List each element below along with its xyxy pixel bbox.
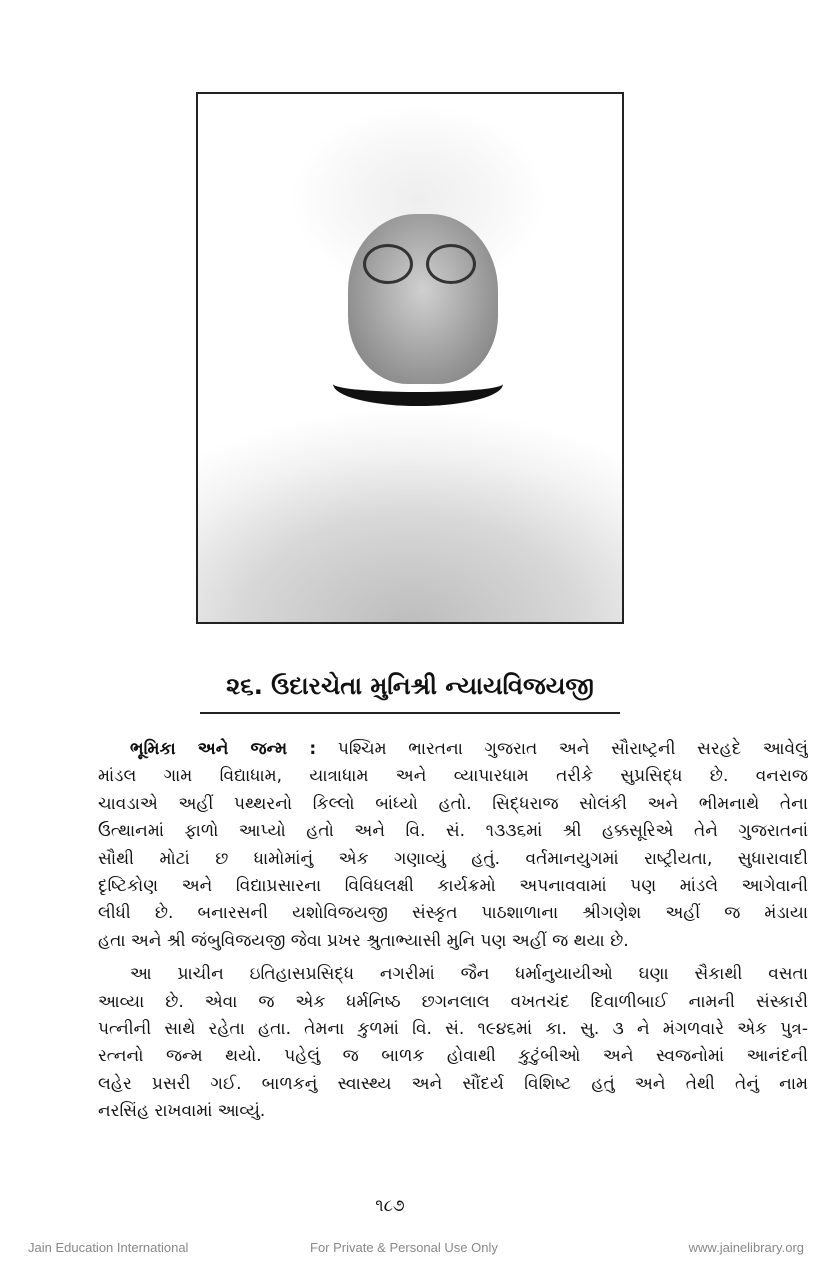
text-line: આવ્યા છે. એવા જ એક ધર્મનિષ્ઠ છગનલાલ વખતચંદ દિવાળીબાઈ નામની સંસ્કારી [98, 991, 808, 1012]
photo-collar [333, 362, 503, 406]
body-text [98, 736, 808, 1126]
portrait-photo [196, 92, 624, 624]
text-line: સૌથી મોટાં છ ધામોમાંનું એક ગણાવ્યું હતું. વર્તમાનયુગમાં રાષ્ટ્રીયતા, સુધારાવાદી [98, 848, 808, 869]
text-line: ચાવડાએ અહીં પથ્થરનો કિલ્લો બાંધ્યો હતો. સિદ્ધરાજ સોલંકી અને ભીમનાથે તેના [98, 793, 808, 814]
text-line: દૃષ્ટિકોણ અને વિદ્યાપ્રસારના વિવિધલક્ષી કાર્યક્રમો અપનાવવામાં પણ માંડલે આગેવાની [98, 876, 808, 897]
text-line: ઉત્થાનમાં ફાળો આપ્યો હતો અને વિ. સં. ૧૩૩૬માં શ્રી હક્કસૂરિએ તેને ગુજરાતનાં [98, 821, 808, 842]
text-line: આ પ્રાચીન ઇતિહાસપ્રસિદ્ધ નગરીમાં જૈન ધર્માનુયાયીઓ ઘણા સૈકાથી વસતા [130, 964, 808, 985]
text-line: પત્નીની સાથે રહેતા હતા. તેમના કુળમાં વિ. સં. ૧૯૪૬માં કા. સુ. ૩ ને મંગળવારે એક પુત્ર- [98, 1019, 808, 1040]
chapter-title: ૨૬. ઉદારચેતા મુનિશ્રી ન્યાયવિજયજી [226, 672, 594, 700]
glasses-right [426, 244, 476, 284]
text-line: હતા અને શ્રી જંબુવિજયજી જેવા પ્રખર શ્રુતાભ્યાસી મુનિ પણ અહીં જ થયા છે. [98, 930, 629, 951]
page-number: ૧૮૭ [375, 1196, 405, 1216]
glasses-left [363, 244, 413, 284]
text-line: રત્નનો જન્મ થયો. પહેલું જ બાળક હોવાથી કુટુંબીઓ અને સ્વજનોમાં આનંદની [98, 1046, 808, 1067]
text-span: પશ્ચિમ ભારતના ગુજરાત અને સૌરાષ્ટ્રની સરહદે આવેલું [337, 739, 808, 759]
text-line [98, 736, 808, 763]
text-line: નરસિંહ રાખવામાં આવ્યું. [98, 1101, 266, 1122]
section-lead: ભૂમિકા અને જન્મ : [130, 739, 317, 759]
footer-right: www.jainelibrary.org [688, 1240, 804, 1255]
footer-left: Jain Education International [28, 1240, 189, 1255]
text-line: લીધી છે. બનારસની યશોવિજયજી સંસ્કૃત પાઠશાળાના શ્રીગણેશ અહીં જ મંડાયા [98, 903, 808, 924]
title-underline [200, 712, 620, 714]
photo-shoulders [198, 384, 622, 624]
footer-center: For Private & Personal Use Only [310, 1240, 498, 1255]
text-line: લહેર પ્રસરી ગઈ. બાળકનું સ્વાસ્થ્ય અને સૌંદર્ય વિશિષ્ટ હતું અને તેથી તેનું નામ [98, 1073, 808, 1094]
photo-face [348, 214, 498, 384]
text-line: માંડલ ગામ વિદ્યાધામ, યાત્રાધામ અને વ્યાપારધામ તરીકે સુપ્રસિદ્ધ છે. વનરાજ [98, 766, 808, 787]
